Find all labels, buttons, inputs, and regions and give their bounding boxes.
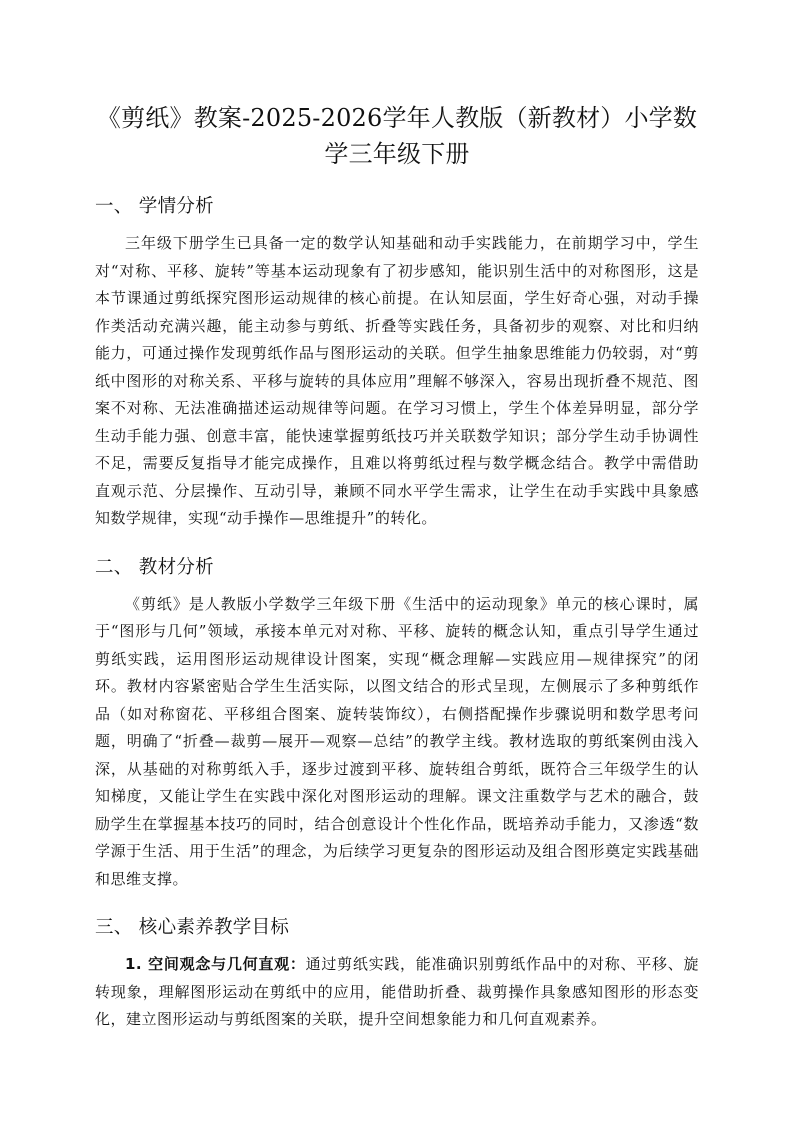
section-core-literacy-goals [95, 915, 699, 1034]
section-paragraph: 《剪纸》是人教版小学数学三年级下册《生活中的运动现象》单元的核心课时，属于“图形与几何”领域，承接本单元对对称、平移、旋转的概念认知，重点引导学生通过剪纸实践，运用图形运动规律设计图案，实现“概念理解—实践应用—规律探究”的闭环。教材内容紧密贴合学生生活实际，以图文结合的形式呈现，左侧展示了多种剪纸作品（如对称窗花、平移组合图案、旋转装饰纹），右侧搭配操作步骤说明和数学思考问题，明确了“折叠—裁剪—展开—观察—总结”的教学主线。教材选取的剪纸案例由浅入深，从基础的对称剪纸入手，逐步过渡到平移、旋转组合剪纸，既符合三年级学生的认知梯度，又能让学生在实践中深化对图形运动的理解。课文注重数学与艺术的融合，鼓励学生在掌握基本技巧的同时，结合创意设计个性化作品，既培养动手能力，又渗透“数学源于生活、用于生活”的理念，为后续学习更复杂的图形运动及组合图形奠定实践基础和思维支撑。 [95, 594, 699, 888]
section-heading: 一、 学情分析 [95, 196, 214, 217]
section-paragraph: 三年级下册学生已具备一定的数学认知基础和动手实践能力，在前期学习中，学生对“对称、平移、旋转”等基本运动现象有了初步感知，能识别生活中的对称图形，这是本节课通过剪纸探究图形运动规律的核心前提。在认知层面，学生好奇心强，对动手操作类活动充满兴趣，能主动参与剪纸、折叠等实践任务，具备初步的观察、对比和归纳能力，可通过操作发现剪纸作品与图形运动的关联。但学生抽象思维能力仍较弱，对“剪纸中图形的对称关系、平移与旋转的具体应用”理解不够深入，容易出现折叠不规范、图案不对称、无法准确描述运动规律等问题。在学习习惯上，学生个体差异明显，部分学生动手能力强、创意丰富，能快速掌握剪纸技巧并关联数学知识；部分学生动手协调性不足，需要反复指导才能完成操作，且难以将剪纸过程与数学概念结合。教学中需借助直观示范、分层操作、互动引导，兼顾不同水平学生需求，让学生在动手实践中具象感知数学规律，实现“动手操作—思维提升”的转化。 [95, 234, 699, 527]
section-heading: 二、 教材分析 [95, 556, 214, 578]
section-learner-analysis [95, 194, 699, 533]
goal-item-lead: 1. 空间观念与几何直观： [125, 955, 306, 973]
document-title: 《剪纸》教案-2025-2026学年人教版（新教材）小学数学三年级下册 [96, 104, 698, 168]
goal-item [95, 951, 699, 1034]
section-textbook-analysis [95, 555, 699, 894]
section-heading: 三、 核心素养教学目标 [95, 917, 290, 938]
goal-item-text: 通过剪纸实践，能准确识别剪纸作品中的对称、平移、旋转现象，理解图形运动在剪纸中的应用，能借助折叠、裁剪操作具象感知图形的形态变化，建立图形运动与剪纸图案的关联，提升空间想象能力和几何直观素养。 [95, 955, 699, 1028]
